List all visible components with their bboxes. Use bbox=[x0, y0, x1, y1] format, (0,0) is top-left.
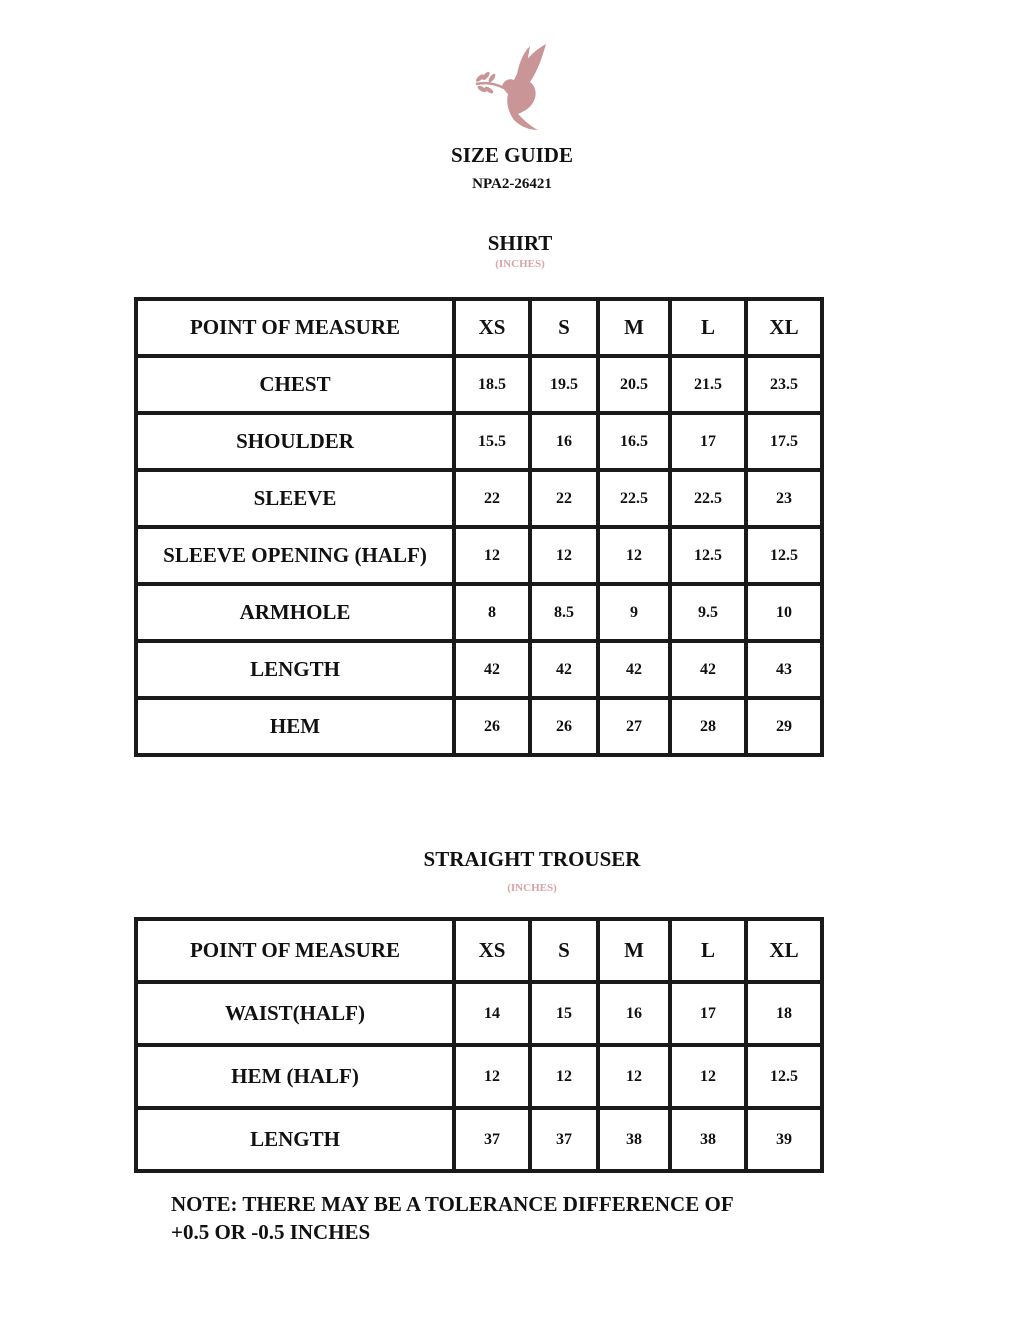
measure-value: 23 bbox=[746, 470, 822, 527]
measure-value: 21.5 bbox=[670, 356, 746, 413]
column-header-size: XS bbox=[454, 299, 530, 356]
table-row bbox=[136, 584, 822, 641]
measure-value: 12 bbox=[598, 1045, 670, 1108]
shirt-header-row bbox=[136, 299, 822, 356]
measure-label: HEM bbox=[136, 698, 454, 755]
trouser-unit-label: (INCHES) bbox=[507, 882, 557, 894]
column-header-point-of-measure: POINT OF MEASURE bbox=[136, 919, 454, 982]
table-row bbox=[136, 1108, 822, 1171]
measure-value: 14 bbox=[454, 982, 530, 1045]
measure-value: 17 bbox=[670, 413, 746, 470]
measure-label: HEM (HALF) bbox=[136, 1045, 454, 1108]
measure-value: 12.5 bbox=[746, 527, 822, 584]
column-header-size: L bbox=[670, 919, 746, 982]
table-row bbox=[136, 413, 822, 470]
measure-value: 16 bbox=[530, 413, 598, 470]
measure-value: 19.5 bbox=[530, 356, 598, 413]
shirt-unit-label: (INCHES) bbox=[495, 258, 545, 270]
trouser-size-table bbox=[134, 917, 824, 1173]
measure-value: 12 bbox=[530, 1045, 598, 1108]
table-row bbox=[136, 356, 822, 413]
measure-value: 20.5 bbox=[598, 356, 670, 413]
trouser-section-title: STRAIGHT TROUSER bbox=[423, 847, 641, 871]
measure-value: 17.5 bbox=[746, 413, 822, 470]
table-row bbox=[136, 1045, 822, 1108]
measure-value: 42 bbox=[454, 641, 530, 698]
column-header-size: M bbox=[598, 299, 670, 356]
measure-value: 27 bbox=[598, 698, 670, 755]
page-title: SIZE GUIDE bbox=[451, 143, 573, 167]
trouser-header-row bbox=[136, 919, 822, 982]
dove-with-olive-branch-icon bbox=[472, 40, 550, 132]
measure-label: CHEST bbox=[136, 356, 454, 413]
column-header-size: L bbox=[670, 299, 746, 356]
measure-value: 15 bbox=[530, 982, 598, 1045]
measure-value: 12.5 bbox=[670, 527, 746, 584]
measure-value: 16 bbox=[598, 982, 670, 1045]
column-header-size: M bbox=[598, 919, 670, 982]
tolerance-note-line1: NOTE: THERE MAY BE A TOLERANCE DIFFERENCE OF bbox=[171, 1192, 734, 1216]
measure-value: 42 bbox=[670, 641, 746, 698]
measure-label: LENGTH bbox=[136, 641, 454, 698]
measure-value: 8.5 bbox=[530, 584, 598, 641]
measure-value: 38 bbox=[670, 1108, 746, 1171]
measure-value: 37 bbox=[530, 1108, 598, 1171]
measure-value: 39 bbox=[746, 1108, 822, 1171]
table-row bbox=[136, 698, 822, 755]
measure-value: 26 bbox=[454, 698, 530, 755]
measure-value: 15.5 bbox=[454, 413, 530, 470]
measure-value: 26 bbox=[530, 698, 598, 755]
measure-value: 12 bbox=[598, 527, 670, 584]
measure-value: 18.5 bbox=[454, 356, 530, 413]
measure-value: 22.5 bbox=[598, 470, 670, 527]
column-header-point-of-measure: POINT OF MEASURE bbox=[136, 299, 454, 356]
measure-value: 29 bbox=[746, 698, 822, 755]
table-row bbox=[136, 641, 822, 698]
measure-value: 9 bbox=[598, 584, 670, 641]
measure-label: LENGTH bbox=[136, 1108, 454, 1171]
product-code: NPA2-26421 bbox=[472, 176, 552, 192]
measure-value: 16.5 bbox=[598, 413, 670, 470]
table-row bbox=[136, 470, 822, 527]
measure-label: SLEEVE OPENING (HALF) bbox=[136, 527, 454, 584]
column-header-size: XL bbox=[746, 919, 822, 982]
measure-value: 42 bbox=[530, 641, 598, 698]
column-header-size: S bbox=[530, 919, 598, 982]
measure-label: WAIST(HALF) bbox=[136, 982, 454, 1045]
tolerance-note-line2: +0.5 OR -0.5 INCHES bbox=[171, 1220, 371, 1244]
measure-value: 10 bbox=[746, 584, 822, 641]
measure-value: 22 bbox=[454, 470, 530, 527]
measure-value: 8 bbox=[454, 584, 530, 641]
measure-label: SLEEVE bbox=[136, 470, 454, 527]
measure-value: 12 bbox=[454, 527, 530, 584]
measure-value: 17 bbox=[670, 982, 746, 1045]
measure-value: 12.5 bbox=[746, 1045, 822, 1108]
measure-value: 28 bbox=[670, 698, 746, 755]
measure-value: 18 bbox=[746, 982, 822, 1045]
measure-value: 12 bbox=[454, 1045, 530, 1108]
measure-value: 37 bbox=[454, 1108, 530, 1171]
measure-value: 23.5 bbox=[746, 356, 822, 413]
table-row bbox=[136, 982, 822, 1045]
measure-value: 22.5 bbox=[670, 470, 746, 527]
measure-value: 42 bbox=[598, 641, 670, 698]
column-header-size: XS bbox=[454, 919, 530, 982]
shirt-size-table bbox=[134, 297, 824, 757]
tolerance-note bbox=[171, 1190, 871, 1246]
measure-label: SHOULDER bbox=[136, 413, 454, 470]
measure-value: 43 bbox=[746, 641, 822, 698]
measure-value: 12 bbox=[670, 1045, 746, 1108]
shirt-section-title: SHIRT bbox=[487, 231, 553, 255]
measure-value: 9.5 bbox=[670, 584, 746, 641]
measure-value: 12 bbox=[530, 527, 598, 584]
measure-label: ARMHOLE bbox=[136, 584, 454, 641]
column-header-size: S bbox=[530, 299, 598, 356]
column-header-size: XL bbox=[746, 299, 822, 356]
table-row bbox=[136, 527, 822, 584]
measure-value: 38 bbox=[598, 1108, 670, 1171]
measure-value: 22 bbox=[530, 470, 598, 527]
